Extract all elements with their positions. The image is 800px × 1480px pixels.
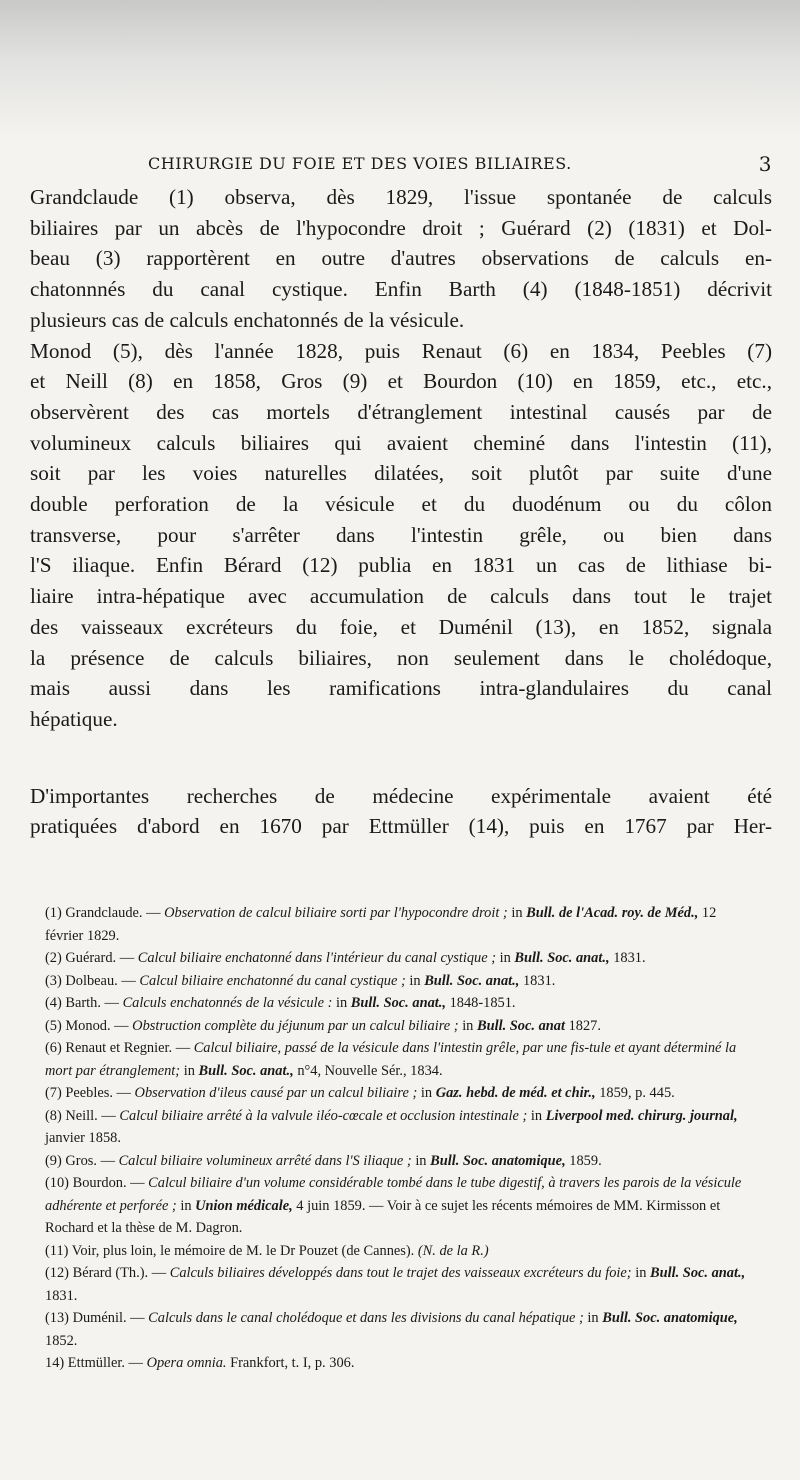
text-line: la présence de calculs biliaires, non seulement dans le cholédoque, <box>30 645 772 670</box>
paragraph-2 <box>30 336 772 735</box>
footnote: (3) Dolbeau. — Calcul biliaire enchatonné du canal cystique ; in Bull. Soc. anat., 1831. <box>45 972 556 989</box>
text-line: D'importantes recherches de médecine expérimentale avaient été <box>30 783 772 808</box>
text-line: double perforation de la vésicule et du duodénum ou du côlon <box>30 492 772 517</box>
footnote: (5) Monod. — Obstruction complète du jéjunum par un calcul biliaire ; in Bull. Soc. anat 1827. <box>45 1017 601 1034</box>
footnote: (10) Bourdon. — Calcul biliaire d'un volume considérable tombé dans le tube digestif, à travers les parois de la vésicule adhérente et perforée ; in Union médicale, 4 juin 1859. — Voir à ce sujet les récents mémoires de MM. Kirmisson et Rochard et la thèse de M. Dagron. <box>45 1175 742 1236</box>
text-line: volumineux calculs biliaires qui avaient cheminé dans l'intestin (11), <box>30 430 772 455</box>
text-line: plusieurs cas de calculs enchatonnés de la vésicule. <box>30 307 465 332</box>
footnote: (9) Gros. — Calcul biliaire volumineux arrêté dans l'S iliaque ; in Bull. Soc. anatomique, 1859. <box>45 1152 602 1169</box>
text-line: Monod (5), dès l'année 1828, puis Renaut (6) en 1834, Peebles (7) <box>30 338 772 363</box>
book-page <box>30 148 772 842</box>
footnote: (7) Peebles. — Observation d'ileus causé par un calcul biliaire ; in Gaz. hebd. de méd. et chir., 1859, p. 445. <box>45 1085 675 1101</box>
footnotes <box>45 902 757 1375</box>
footnote: (8) Neill. — Calcul biliaire arrêté à la valvule iléo-cœcale et occlusion intestinale ; in Liverpool med. chirurg. journal, janvier 1858. <box>45 1107 738 1146</box>
text-line: liaire intra-hépatique avec accumulation de calculs dans tout le trajet <box>30 584 772 609</box>
paragraph-3 <box>30 781 772 842</box>
text-line: mais aussi dans les ramifications intra-glandulaires du canal <box>30 676 772 701</box>
text-line: soit par les voies naturelles dilatées, soit plutôt par suite d'une <box>30 461 772 486</box>
footnote: (11) Voir, plus loin, le mémoire de M. le Dr Pouzet (de Cannes). (N. de la R.) <box>45 1242 489 1259</box>
text-line: l'S iliaque. Enfin Bérard (12) publia en 1831 un cas de lithiase bi- <box>30 553 772 578</box>
footnote: (2) Guérard. — Calcul biliaire enchatonné dans l'intérieur du canal cystique ; in Bull. Soc. anat., 1831. <box>45 950 646 966</box>
page-number: 3 <box>758 152 772 176</box>
text-line: et Neill (8) en 1858, Gros (9) et Bourdon (10) en 1859, etc., etc., <box>30 369 772 394</box>
text-line: beau (3) rapportèrent en outre d'autres observations de calculs en- <box>30 246 772 271</box>
footnote: 14) Ettmüller. — Opera omnia. Frankfort, t. I, p. 306. <box>45 1355 355 1371</box>
page-header <box>30 148 772 182</box>
footnote: (13) Duménil. — Calculs dans le canal cholédoque et dans les divisions du canal hépatique ; in Bull. Soc. anatomique, 1852. <box>45 1310 738 1349</box>
text-line: des vaisseaux excréteurs du foie, et Duménil (13), en 1852, signala <box>30 614 772 639</box>
text-line: transverse, pour s'arrêter dans l'intestin grêle, ou bien dans <box>30 522 772 547</box>
footnote: (1) Grandclaude. — Observation de calcul biliaire sorti par l'hypocondre droit ; in Bull. de l'Acad. roy. de Méd., 12 février 1829. <box>45 905 717 944</box>
paragraph-gap <box>30 735 772 781</box>
text-line: Grandclaude (1) observa, dès 1829, l'issue spontanée de calculs <box>30 185 772 209</box>
scan-shadow <box>0 0 800 140</box>
text-line: chatonnnés du canal cystique. Enfin Barth (4) (1848-1851) décrivit <box>30 277 772 302</box>
text-line: pratiquées d'abord en 1670 par Ettmüller (14), puis en 1767 par Her- <box>30 814 772 839</box>
footnote: (6) Renaut et Regnier. — Calcul biliaire, passé de la vésicule dans l'intestin grêle, par une fis-tule et ayant déterminé la mort par étranglement; in Bull. Soc. anat., n°4, Nouvelle Sér., 1834. <box>45 1040 737 1079</box>
footnote: (4) Barth. — Calculs enchatonnés de la vésicule : in Bull. Soc. anat., 1848-1851. <box>45 995 516 1011</box>
text-line: biliaires par un abcès de l'hypocondre droit ; Guérard (2) (1831) et Dol- <box>30 215 772 240</box>
paragraph-1 <box>30 182 772 336</box>
footnote: (12) Bérard (Th.). — Calculs biliaires développés dans tout le trajet des vaisseaux excréteurs du foie; in Bull. Soc. anat., 1831. <box>45 1265 746 1304</box>
text-line: hépatique. <box>30 706 118 731</box>
running-title: CHIRURGIE DU FOIE ET DES VOIES BILIAIRES. <box>148 154 572 173</box>
text-line: observèrent des cas mortels d'étranglement intestinal causés par de <box>30 399 772 424</box>
